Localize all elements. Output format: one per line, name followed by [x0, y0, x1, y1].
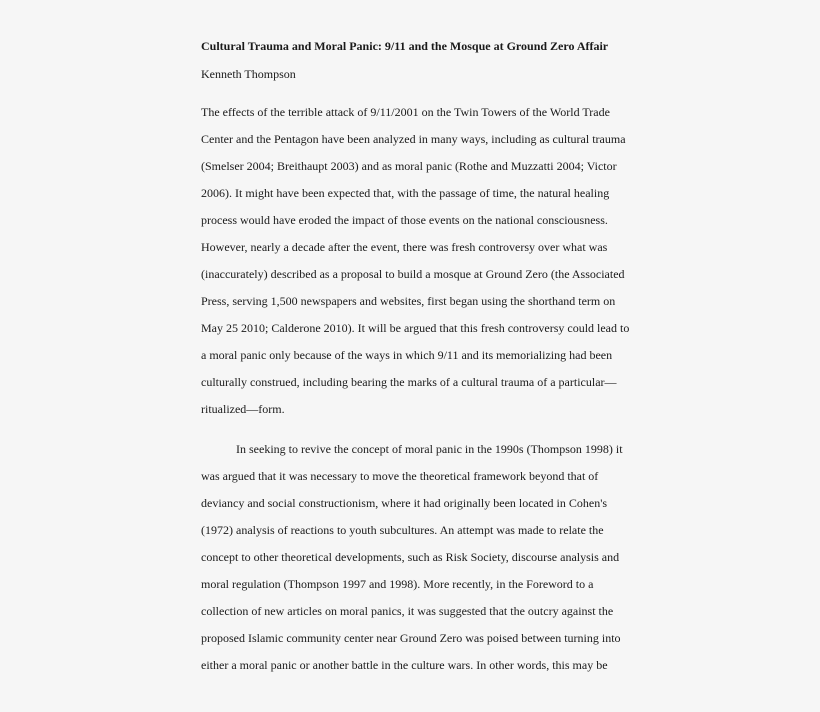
paragraph-line: culturally construed, including bearing the marks of a cultural trauma of a particular—	[201, 375, 617, 389]
document-title: Cultural Trauma and Moral Panic: 9/11 and the Mosque at Ground Zero Affair	[201, 39, 609, 53]
paragraph-2	[201, 441, 641, 684]
paragraph-line: The effects of the terrible attack of 9/11/2001 on the Twin Towers of the World Trade	[201, 105, 610, 119]
paragraph-line: (Smelser 2004; Breithaupt 2003) and as moral panic (Rothe and Muzzatti 2004; Victor	[201, 159, 617, 173]
paragraph-line: (1972) analysis of reactions to youth subcultures. An attempt was made to relate the	[201, 523, 604, 537]
paragraph-line: (inaccurately) described as a proposal to build a mosque at Ground Zero (the Associated	[201, 267, 625, 281]
paragraph-line: process would have eroded the impact of those events on the national consciousness.	[201, 213, 608, 227]
paragraph-line: Press, serving 1,500 newspapers and websites, first began using the shorthand term on	[201, 294, 616, 308]
paragraph-line: ritualized—form.	[201, 402, 285, 416]
document-author: Kenneth Thompson	[201, 67, 296, 81]
paragraph-line: deviancy and social constructionism, where it had originally been located in Cohen's	[201, 496, 608, 510]
paragraph-line: was argued that it was necessary to move the theoretical framework beyond that of	[201, 469, 599, 483]
paragraph-line: proposed Islamic community center near Ground Zero was poised between turning into	[201, 631, 621, 645]
paragraph-1	[201, 104, 641, 428]
paragraph-line: In seeking to revive the concept of moral panic in the 1990s (Thompson 1998) it	[236, 442, 623, 456]
paragraph-line: collection of new articles on moral panics, it was suggested that the outcry against the	[201, 604, 614, 618]
paragraph-line: either a moral panic or another battle in the culture wars. In other words, this may be	[201, 658, 608, 672]
paragraph-line: concept to other theoretical developments, such as Risk Society, discourse analysis and	[201, 550, 620, 564]
paragraph-line: a moral panic only because of the ways in which 9/11 and its memorializing had been	[201, 348, 613, 362]
paragraph-line: 2006). It might have been expected that, with the passage of time, the natural healing	[201, 186, 610, 200]
paragraph-line: Center and the Pentagon have been analyzed in many ways, including as cultural trauma	[201, 132, 626, 146]
paragraph-line: May 25 2010; Calderone 2010). It will be argued that this fresh controversy could lead to	[201, 321, 630, 335]
paragraph-line: However, nearly a decade after the event, there was fresh controversy over what was	[201, 240, 608, 254]
paragraph-line: moral regulation (Thompson 1997 and 1998). More recently, in the Foreword to a	[201, 577, 594, 591]
